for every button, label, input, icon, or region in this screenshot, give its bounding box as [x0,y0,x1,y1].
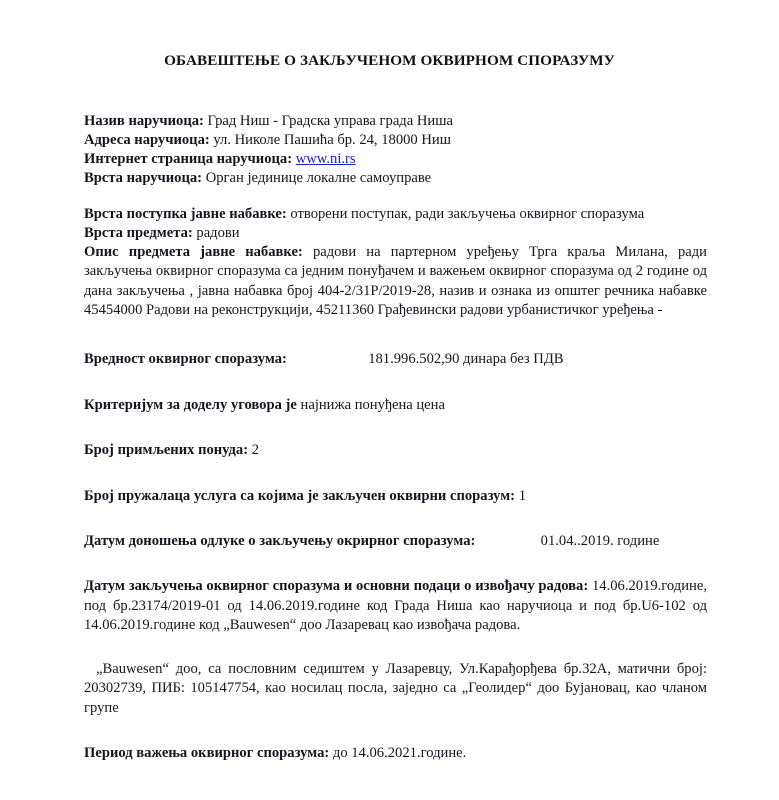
page-title: ОБАВЕШТЕЊЕ О ЗАКЉУЧЕНОМ ОКВИРНОМ СПОРАЗУМУ [164,52,615,69]
subject-kind-label: Врста предмета: [84,224,193,241]
decision-date-label: Датум доношења одлуке о закључењу окрирног споразума: [84,533,476,550]
client-address-value: ул. Николе Пашића бр. 24, 18000 Ниш [213,131,451,148]
conclusion-text: 14.06.2019.године, под бр.23174/2019-01 од 14.06.2019.године код Града Ниша као наручиоца и под бр.U6-102 од 14.06.2019.године код „Bauwesen“ доо Лазаревац као извођача радова. [84,578,707,634]
decision-date-value: 01.04..2019. године [540,533,660,550]
award-criteria-label: Критеријум за доделу уговора је [84,396,297,413]
client-type-label: Врста наручиоца: [84,169,203,186]
contractor-text: „Bauwesen“ доо, са пословним седиштем у Лазаревцу, Ул.Карађорђева бр.32А, матични број: 20302739, ПИБ: 105147754, као носилац посла, заједно са „Геолидер“ доо Бујановац, као чланом групе [84,660,707,716]
client-type-value: Орган јединице локалне самоуправе [205,169,432,186]
subject-description-label: Опис предмета јавне набавке: [84,243,303,260]
award-criteria-row [84,396,707,415]
award-criteria-value: најнижа понуђена цена [300,396,445,413]
client-type-row [84,169,707,188]
subject-kind-value: радови [196,224,240,241]
conclusion-label: Датум закључења оквирног споразума и основни подаци о извођачу радова: [84,578,589,595]
conclusion-paragraph [84,577,707,635]
client-name-value: Град Ниш - Градска управа града Ниша [207,113,453,129]
client-website-label: Интернет страница наручиоца: [84,150,293,167]
client-name-row [84,112,707,131]
client-details-block [84,112,707,188]
client-website-link[interactable]: www.ni.rs [295,150,356,167]
agreement-value-label: Вредност оквирног споразума: [84,351,287,368]
client-website-row [84,150,707,169]
providers-count-value: 1 [518,487,526,504]
client-name-label: Назив наручиоца: [84,113,204,129]
validity-period-row [84,744,707,763]
offers-received-value: 2 [251,442,260,459]
procedure-type-value: отворени поступак, ради закључења оквирног споразума [290,205,645,222]
agreement-value-amount: 181.996.502,90 динара без ПДВ [368,351,564,368]
providers-count-row [84,487,707,506]
subject-description-value: радови на партерном уређењу Трга краља Милана, ради закључења оквирног споразума са једним понуђачем и важењем оквирног споразума од 2 године од дана закључења , јавна набавка број 404-2/31Р/2019-28, назив и ознака из општег речника набавке 45454000 Радови на реконструкцији, 45211360 Грађевински радови урбанистичког уређења - [84,243,707,319]
client-address-label: Адреса наручиоца: [84,131,210,148]
agreement-value-row [84,350,707,369]
providers-count-label: Број пружалаца услуга са којима је закључен оквирни споразум: [84,487,516,504]
procedure-block [84,205,707,321]
subject-description-row [84,243,707,321]
offers-received-label: Број примљених понуда: [84,442,249,459]
subject-kind-row [84,224,707,243]
procedure-type-row [84,205,707,224]
offers-received-row [84,441,707,460]
validity-period-value: до 14.06.2021.године. [332,744,467,761]
decision-date-row [84,532,707,551]
document-body [0,112,779,763]
validity-period-label: Период важења оквирног споразума: [84,744,330,761]
procedure-type-label: Врста поступка јавне набавке: [84,205,287,222]
contractor-paragraph [84,660,707,718]
client-address-row [84,131,707,150]
